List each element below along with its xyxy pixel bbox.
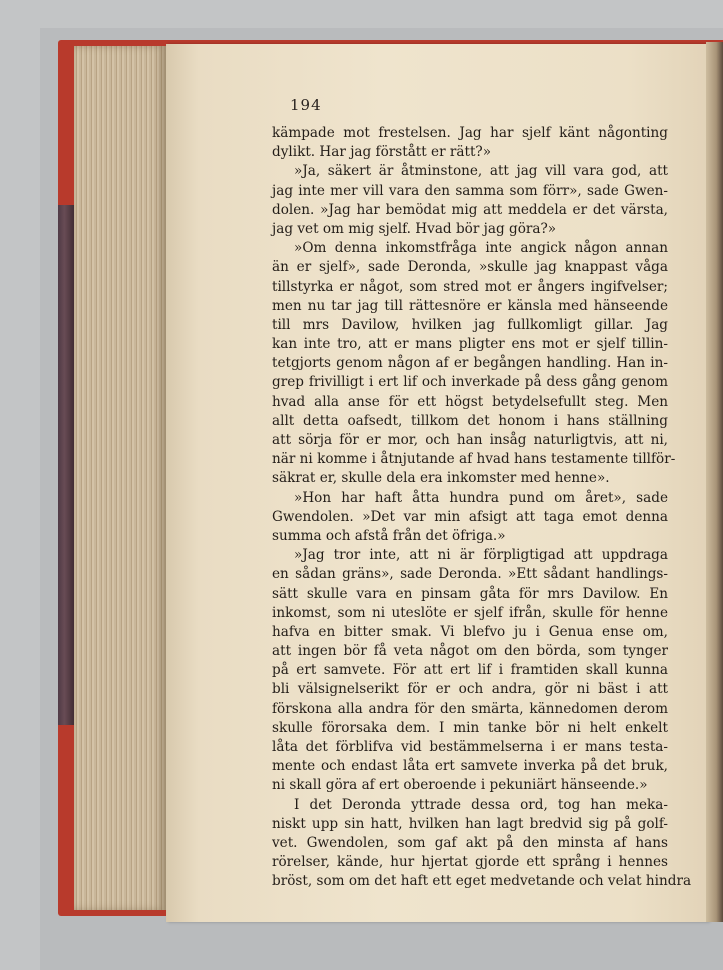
- page-stack-edge: [74, 46, 166, 910]
- text-line: rörelser, kände, hur hjertat gjorde ett språng i hennes: [272, 854, 668, 871]
- text-line: på ert samvete. För att ert lif i framtiden skall kunna: [272, 662, 668, 679]
- text-line: »Om denna inkomstfråga inte angick någon annan: [294, 240, 668, 257]
- text-line: grep frivilligt i ert lif och inverkade på dess gång genom: [272, 374, 668, 391]
- text-line: till mrs Davilow, hvilken jag fullkomligt gillar. Jag: [272, 316, 668, 333]
- text-line: förskona alla andra för den smärta, kännedomen derom: [272, 700, 668, 717]
- text-line: när ni komme i åtnjutande af hvad hans testamente tillför-: [272, 451, 676, 468]
- text-line: säkrat er, skulle dela era inkomster med henne».: [272, 470, 610, 487]
- text-line: Gwendolen. »Det var min afsigt att taga emot denna: [272, 508, 668, 525]
- text-line: vet. Gwendolen, som gaf akt på den minsta af hans: [272, 834, 668, 851]
- text-line: I det Deronda yttrade dessa ord, tog han meka-: [294, 796, 668, 813]
- text-line: inkomst, som ni uteslöte er sjelf ifrån, skulle för henne: [272, 604, 668, 621]
- text-line: niskt upp sin hatt, hvilken han lagt bredvid sig på golf-: [272, 815, 668, 832]
- text-line: tetgjorts genom någon af er begången handling. Han in-: [272, 355, 668, 372]
- text-line: dolen. »Jag har bemödat mig att meddela er det värsta,: [272, 201, 668, 218]
- text-line: att sörja för er mor, och han insåg naturligtvis, att ni,: [272, 432, 668, 448]
- page-gutter: [706, 42, 723, 922]
- text-line: en sådan gräns», sade Deronda. »Ett sådant handlings-: [272, 566, 668, 583]
- text-line: bröst, som om det haft ett eget medvetande och velat hindra: [272, 873, 692, 890]
- text-line: allt detta oafsedt, tillkom det honom i hans ställning: [272, 412, 668, 429]
- text-line: jag inte mer vill vara den samma som förr», sade Gwen-: [272, 182, 668, 199]
- text-line: hvad alla anse för ett högst betydelsefullt steg. Men: [272, 393, 668, 410]
- text-line: mente och endast låta ert samvete inverka på det bruk,: [272, 758, 668, 775]
- text-line: dylikt. Har jag förstått er rätt?»: [272, 144, 492, 161]
- text-line: låta det förblifva vid bestämmelserna i er mans testa-: [272, 739, 668, 755]
- text-line: att ingen bör få veta något om den börda, som tynger: [272, 643, 668, 660]
- marbled-endpaper: [58, 205, 74, 725]
- text-line: än er sjelf», sade Deronda, »skulle jag knappast våga: [272, 259, 668, 276]
- text-line: bli välsignelserikt för er och andra, gör ni bäst i att: [272, 681, 668, 698]
- text-line: skulle förorsaka dem. I min tanke bör ni helt enkelt: [272, 719, 668, 736]
- text-line: kan inte tro, att er mans pligter ens mot er sjelf tillin-: [272, 336, 668, 353]
- text-line: hafva en bitter smak. Vi blefvo ju i Genua ense om,: [272, 623, 668, 640]
- text-line: men nu tar jag till rättesnöre er känsla med hänseende: [272, 297, 668, 314]
- text-line: kämpade mot frestelsen. Jag har sjelf känt någonting: [272, 125, 668, 141]
- text-line: »Jag tror inte, att ni är förpligtigad att uppdraga: [294, 547, 668, 564]
- text-line: »Ja, säkert är åtminstone, att jag vill vara god, att: [294, 163, 668, 180]
- body-text: [272, 124, 692, 892]
- text-line: sätt skulle vara en pinsam gåta för mrs Davilow. En: [272, 585, 668, 602]
- text-line: »Hon har haft åtta hundra pund om året», sade: [294, 489, 668, 506]
- page-number: 194: [290, 96, 322, 114]
- text-line: tillstyrka er något, som stred mot er ångers ingifvelser;: [272, 278, 668, 295]
- text-line: summa och afstå från det öfriga.»: [272, 527, 506, 544]
- text-line: ni skall göra af ert oberoende i pekuniärt hänseende.»: [272, 777, 648, 794]
- text-line: jag vet om mig sjelf. Hvad bör jag göra?»: [272, 220, 557, 237]
